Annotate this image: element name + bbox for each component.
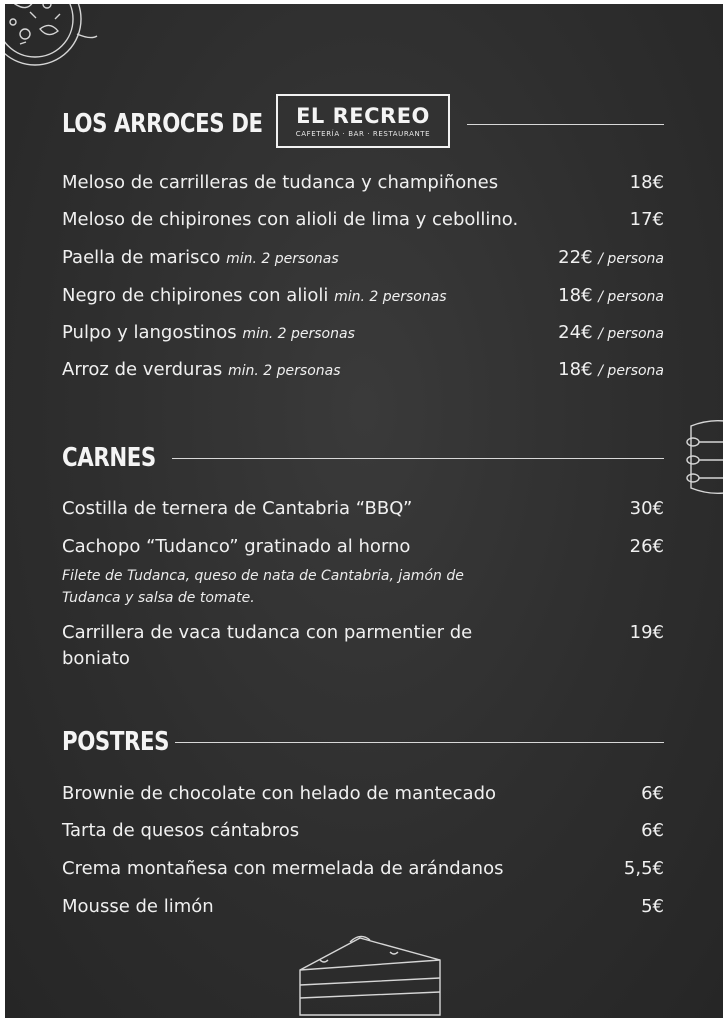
- menu-board: [5, 4, 723, 1018]
- item-name: Costilla de ternera de Cantabria “BBQ”: [62, 498, 413, 519]
- item-note: min. 2 personas: [334, 289, 447, 305]
- item-price: 18€: [558, 285, 593, 306]
- item-price: 18€: [558, 359, 593, 380]
- item-price-unit: / persona: [598, 251, 664, 267]
- item-price: 5€: [641, 896, 664, 917]
- item-price: 5,5€: [623, 858, 664, 879]
- item-name: Mousse de limón: [62, 896, 214, 917]
- logo-tagline: CAFETERÍA · BAR · RESTAURANTE: [295, 130, 431, 138]
- item-price: 22€: [558, 247, 593, 268]
- item-price: 6€: [641, 783, 664, 804]
- item-name: Tarta de quesos cántabros: [62, 820, 300, 841]
- item-price: 17€: [629, 209, 664, 230]
- item-name: Cachopo “Tudanco” gratinado al horno: [62, 536, 411, 557]
- item-name: Paella de marisco: [62, 247, 221, 268]
- section-title-postres: POSTRES: [62, 727, 170, 757]
- item-price: 24€: [558, 322, 593, 343]
- item-price: 30€: [629, 498, 664, 519]
- item-name: Negro de chipirones con alioli: [62, 285, 329, 306]
- item-price: 18€: [629, 172, 664, 193]
- logo-name: EL RECREO: [296, 104, 430, 128]
- item-name: Meloso de carrilleras de tudanca y champiñones: [62, 172, 499, 193]
- ribs-icon: [681, 414, 723, 504]
- section-rule: [175, 742, 664, 743]
- item-description: Filete de Tudanca, queso de nata de Cantabria, jamón de Tudanca y salsa de tomate.: [62, 568, 464, 606]
- item-name: Arroz de verduras: [62, 359, 223, 380]
- item-note: min. 2 personas: [226, 251, 339, 267]
- item-price-unit: / persona: [598, 363, 664, 379]
- restaurant-logo: [276, 94, 450, 148]
- item-name: Meloso de chipirones con alioli de lima y cebollino.: [62, 209, 519, 230]
- section-rule: [172, 458, 664, 459]
- paella-pan-icon: [5, 4, 100, 84]
- item-price: 26€: [629, 536, 664, 557]
- section-title-arroces: LOS ARROCES DE: [62, 109, 263, 139]
- item-note: min. 2 personas: [242, 326, 355, 342]
- section-rule: [467, 124, 664, 125]
- item-price-unit: / persona: [598, 289, 664, 305]
- item-name: Crema montañesa con mermelada de arándanos: [62, 858, 504, 879]
- cake-slice-icon: [290, 930, 450, 1018]
- item-price: 19€: [629, 622, 664, 643]
- item-name: Pulpo y langostinos: [62, 322, 237, 343]
- item-price-unit: / persona: [598, 326, 664, 342]
- item-note: min. 2 personas: [228, 363, 341, 379]
- item-price: 6€: [641, 820, 664, 841]
- item-name: Brownie de chocolate con helado de mantecado: [62, 783, 497, 804]
- section-title-carnes: CARNES: [62, 443, 156, 473]
- item-name: Carrillera de vaca tudanca con parmentier de boniato: [62, 622, 473, 669]
